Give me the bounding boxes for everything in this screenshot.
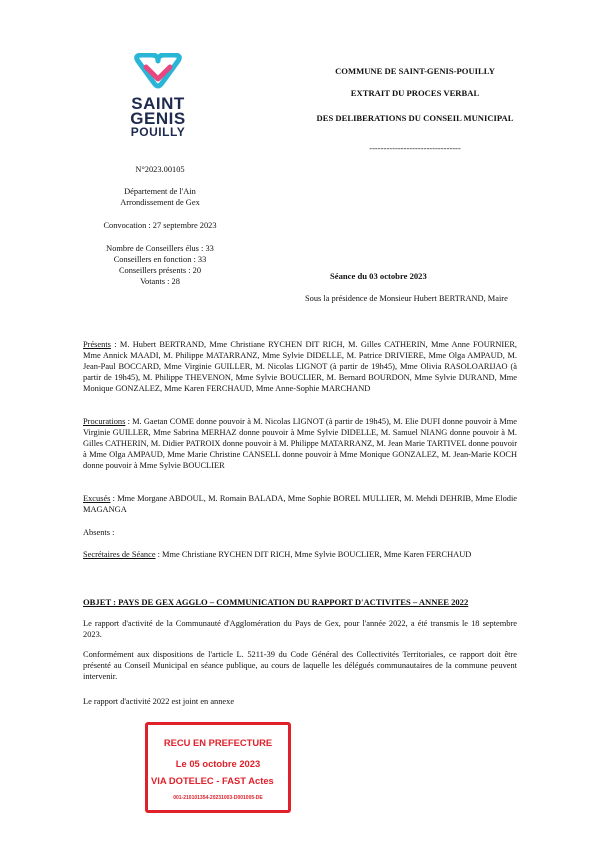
secretaires-paragraph: Secrétaires de Séance : Mme Christiane RYCHEN DIT RICH, Mme Sylvie BOUCLIER, Mme Karen FERCHAUD xyxy=(83,550,472,559)
heart-logo-icon xyxy=(132,53,184,95)
arrondissement: Arrondissement de Gex xyxy=(120,198,200,207)
prefecture-stamp: RECU EN PREFECTURE Le 05 octobre 2023 VIA DOTELEC - FAST Actes 001-210101354-20231003-D001005-DE xyxy=(145,722,291,813)
deliberations-title: DES DELIBERATIONS DU CONSEIL MUNICIPAL xyxy=(316,113,514,123)
body-paragraph-3: Le rapport d'activité 2022 est joint en annexe xyxy=(83,697,235,706)
logo-wordmark: SAINT GENIS POUILLY xyxy=(130,94,186,139)
commune-title: COMMUNE DE SAINT-GENIS-POUILLY xyxy=(335,66,495,76)
excuses-paragraph: Excusés : Mme Morgane ABDOUL, M. Romain BALADA, Mme Sophie BOREL MULLIER, M. Mehdi DEHRIB, Mme Elodie MAGANGA xyxy=(83,494,517,514)
presents-paragraph: Présents : M. Hubert BERTRAND, Mme Christiane RYCHEN DIT RICH, M. Gilles CATHERIN, Mme Anne FOURNIER, Mme Annick MAADI, M. Philippe MATARRANZ, Mme Sylvie DIDELLE, M. Patrice DRIVIERE, Mme Olga AMPAUD, M. Jean-Paul BOCCARD, Mme Virginie GUILLER, M. Nicolas LIGNOT (à partir de 19h45), Mme Olivia RASOLOARIJAO (à partir de 19h45), M. Philippe THEVENON, Mme Sylvie BOUCLIER, M. Bernard BOURDON, Mme Sylvie DURAND, Mme Monique GONZALEZ, Mme Karen FERCHAUD, Mme Anne-Sophie MARCHAND xyxy=(83,340,517,393)
deliberation-number: N°2023.00105 xyxy=(135,165,185,174)
conseillers-fonction: Conseillers en fonction : 33 xyxy=(113,255,207,264)
header-separator: -------------------------------- xyxy=(369,143,461,153)
presidence: Sous la présidence de Monsieur Hubert BERTRAND, Maire xyxy=(305,294,508,303)
conseillers-elus: Nombre de Conseillers élus : 33 xyxy=(106,244,214,253)
convocation: Convocation : 27 septembre 2023 xyxy=(103,221,217,230)
absents-paragraph: Absents : xyxy=(83,528,115,537)
body-paragraph-2: Conformément aux dispositions de l'article L. 5211-39 du Code Général des Collectivités Territoriales, ce rapport doit être présenté au Conseil Municipal en séance publique, au cours de laquelle les délégués communautaires de la commune peuvent intervenir. xyxy=(83,650,517,681)
votants: Votants : 28 xyxy=(140,277,180,286)
objet-title: OBJET : PAYS DE GEX AGGLO – COMMUNICATION DU RAPPORT D'ACTIVITES – ANNEE 2022 xyxy=(83,597,469,607)
extrait-title: EXTRAIT DU PROCES VERBAL xyxy=(350,88,480,98)
procurations-paragraph: Procurations : M. Gaetan COME donne pouvoir à M. Nicolas LIGNOT (à partir de 19h45), M. Elie DUFI donne pouvoir à Mme Virginie GUILLER, Mme Sabrina MERHAZ donne pouvoir à Mme Sylvie DIDELLE, M. Samuel NIANG donne pouvoir à M. Gilles CATHERIN, M. Didier PATROIX donne pouvoir à M. Philippe MATARRANZ, M. Jean Marie TARTIVEL donne pouvoir à Mme Olga AMPAUD, Mme Marie Christine CANSELL donne pouvoir à Mme Monique GONZALEZ, M. Jean-Marie KOCH donne pouvoir à Mme Sylvie BOUCLIER xyxy=(83,417,518,470)
body-paragraph-1: Le rapport d'activité de la Communauté d'Agglomération du Pays de Gex, pour l'année 2022, a été transmis le 18 septembre 2023. xyxy=(83,619,517,639)
departement: Département de l'Ain xyxy=(124,187,196,196)
seance-date: Séance du 03 octobre 2023 xyxy=(330,271,427,281)
conseillers-presents: Conseillers présents : 20 xyxy=(118,266,202,275)
